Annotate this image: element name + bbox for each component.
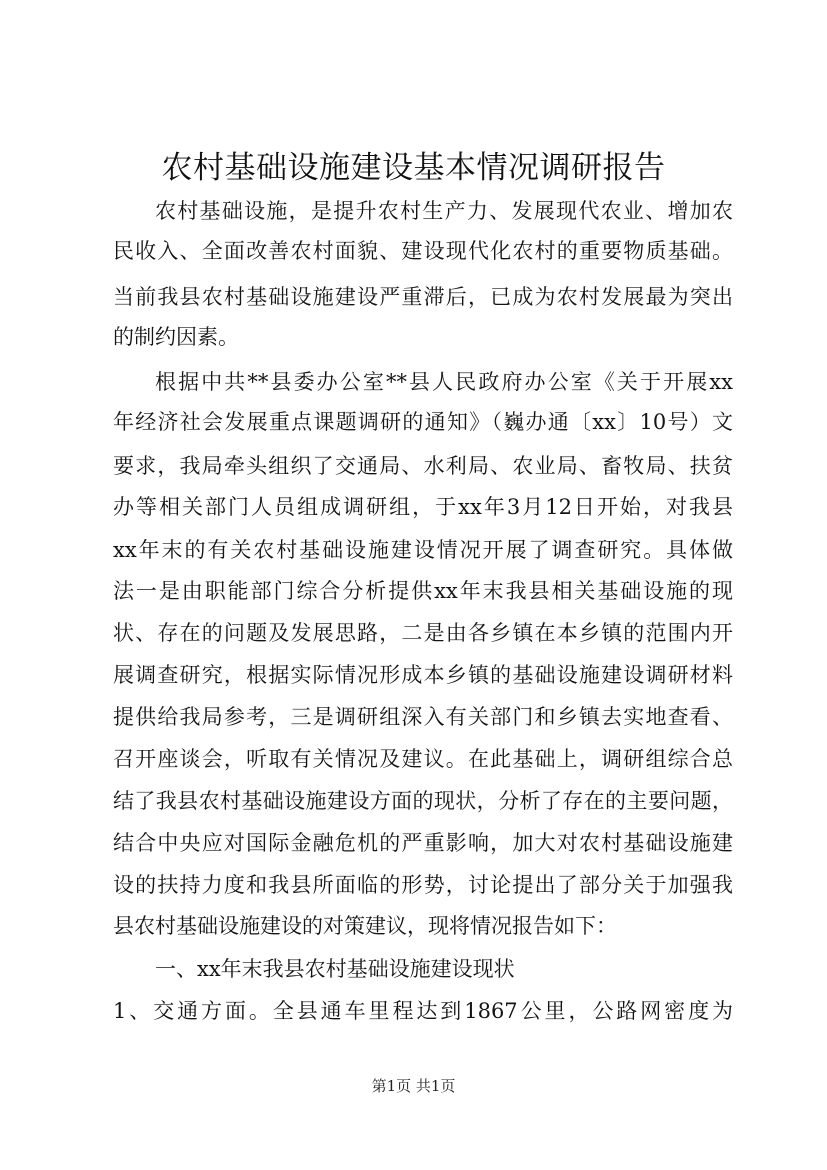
body-line: 结合中央应对国际金融危机的严重影响，加大对农村基础设施建 — [113, 831, 733, 855]
body-line: 提供给我局参考，三是调研组深入有关部门和乡镇去实地查看、 — [113, 705, 733, 729]
body-line: 状、存在的问题及发展思路，二是由各乡镇在本乡镇的范围内开 — [113, 621, 733, 645]
body-line: 的制约因素。 — [113, 325, 239, 349]
body-line: 设的扶持力度和我县所面临的形势，讨论提出了部分关于加强我 — [113, 873, 733, 897]
body-line: 展调查研究，根据实际情况形成本乡镇的基础设施建设调研材料 — [113, 663, 733, 687]
document-title: 农村基础设施建设基本情况调研报告 — [161, 150, 666, 186]
body-line: xx年末的有关农村基础设施建设情况开展了调查研究。具体做 — [113, 538, 733, 562]
body-line: 1、交通方面。全县通车里程达到1867公里，公路网密度为 — [113, 999, 733, 1023]
body-line: 办等相关部门人员组成调研组，于xx年3月12日开始，对我县 — [113, 495, 733, 519]
body-line: 年经济社会发展重点课题调研的通知》（巍办通〔xx〕10号）文 — [113, 410, 733, 434]
body-line: 召开座谈会，听取有关情况及建议。在此基础上，调研组综合总 — [113, 747, 733, 771]
body-line: 农村基础设施，是提升农村生产力、发展现代农业、增加农 — [155, 199, 733, 223]
body-line: 当前我县农村基础设施建设严重滞后，已成为农村发展最为突出 — [113, 285, 733, 309]
body-line: 民收入、全面改善农村面貌、建设现代化农村的重要物质基础。 — [113, 239, 733, 263]
body-line: 结了我县农村基础设施建设方面的现状，分析了存在的主要问题， — [113, 789, 733, 813]
body-line: 要求，我局牵头组织了交通局、水利局、农业局、畜牧局、扶贫 — [113, 454, 733, 478]
page-number: 第1页 共1页 — [371, 1077, 456, 1095]
section-heading: 一、xx年末我县农村基础设施建设现状 — [155, 957, 515, 981]
body-line: 县农村基础设施建设的对策建议，现将情况报告如下： — [113, 914, 617, 938]
body-line: 法一是由职能部门综合分析提供xx年末我县相关基础设施的现 — [113, 579, 733, 603]
body-line: 根据中共**县委办公室**县人民政府办公室《关于开展xx — [155, 370, 733, 394]
